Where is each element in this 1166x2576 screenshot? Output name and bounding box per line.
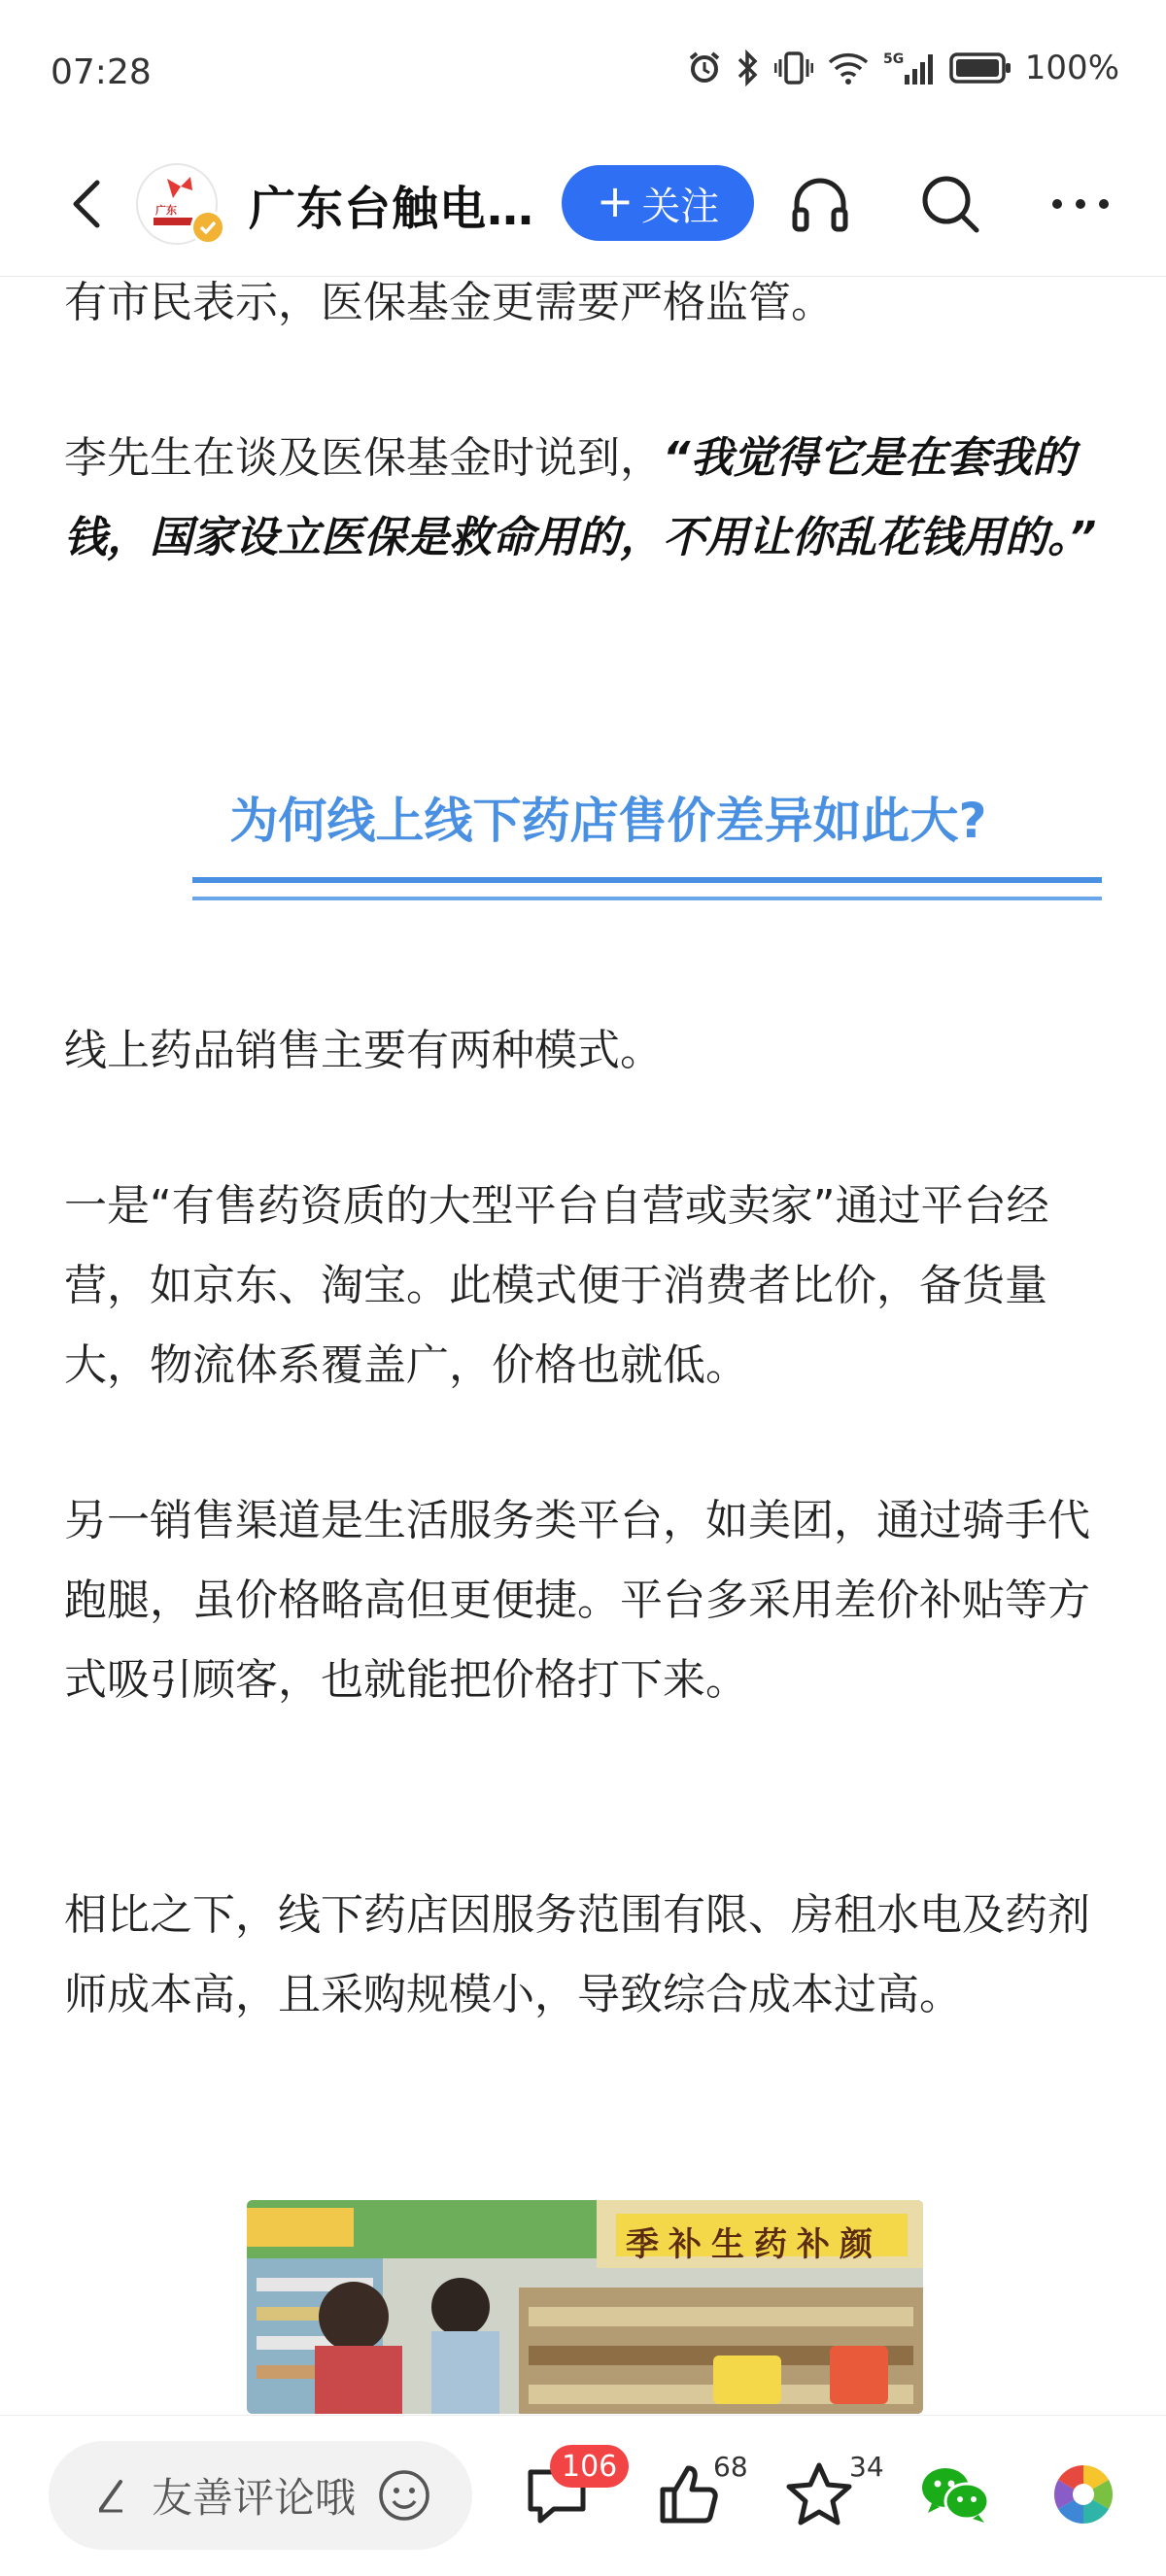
article-paragraph: 相比之下，线下药店因服务范围有限、房租水电及药剂师成本高，且采购规模小，导致综合成本过高。 — [64, 1890, 1090, 2019]
favorite-count: 34 — [849, 2451, 884, 2483]
follow-button[interactable] — [562, 165, 754, 241]
more-button[interactable] — [1044, 167, 1117, 241]
share-wechat-button[interactable] — [917, 2457, 993, 2532]
quote-text: “我觉得它是在套我的钱，国家设立医保是救命用的，不用让你乱花钱用的。” — [64, 433, 1097, 562]
channel-name[interactable]: 广东台触电… — [249, 182, 535, 236]
comment-count-badge: 106 — [550, 2445, 629, 2488]
chevron-left-icon — [60, 175, 119, 233]
comment-input[interactable] — [49, 2441, 472, 2550]
battery-percent: 100% — [1024, 49, 1119, 87]
article-paragraph: 另一销售渠道是生活服务类平台，如美团，通过骑手代跑腿，虽价格略高但更便捷。平台多采用差价补贴等方式吸引顾客，也就能把价格打下来。 — [64, 1496, 1090, 1705]
quote-lead: 李先生在谈及医保基金时说到， — [64, 433, 663, 483]
emoji-icon[interactable] — [377, 2468, 431, 2523]
wechat-icon — [918, 2462, 992, 2526]
comment-placeholder: 友善评论哦 — [152, 2474, 357, 2522]
search-button[interactable] — [913, 167, 987, 241]
follow-label: 关注 — [641, 184, 720, 229]
image-sign-text: 季补生药补颜 — [626, 2225, 882, 2264]
article-paragraph: 线上药品销售主要有两种模式。 — [64, 1026, 663, 1075]
headphones-button[interactable] — [783, 167, 857, 241]
plus-icon: + — [596, 175, 634, 227]
article-paragraph-quote — [64, 419, 1104, 578]
wifi-icon — [827, 51, 870, 85]
bluetooth-icon — [736, 50, 761, 86]
vibrate-icon — [774, 50, 813, 86]
svg-text:5G: 5G — [882, 51, 905, 67]
bottom-action-bar — [0, 2415, 1166, 2576]
article-paragraph: 一是“有售药资质的大型平台自营或卖家”通过平台经营，如京东、淘宝。此模式便于消费者比价，备货量大，物流体系覆盖广，价格也就低。 — [64, 1181, 1049, 1390]
share-moments-button[interactable] — [1046, 2457, 1121, 2532]
headphones-icon — [789, 173, 851, 235]
verified-badge-icon — [190, 210, 225, 245]
favorite-button[interactable] — [781, 2457, 857, 2532]
alarm-icon — [687, 51, 722, 85]
heading-underline-secondary — [192, 897, 1102, 900]
heading-underline — [192, 877, 1102, 883]
pen-icon — [91, 2476, 130, 2515]
thumbs-up-icon — [653, 2460, 721, 2528]
moments-icon — [1051, 2462, 1115, 2526]
search-icon — [918, 172, 982, 236]
status-time: 07:28 — [51, 52, 152, 92]
article-image[interactable] — [247, 2200, 923, 2414]
like-count: 68 — [713, 2451, 748, 2483]
signal-icon — [883, 50, 936, 86]
section-heading — [142, 782, 1075, 852]
status-icons — [687, 49, 1119, 87]
back-button[interactable] — [60, 175, 119, 233]
svg-text:广东: 广东 — [155, 204, 177, 217]
article-paragraph: 有市民表示，医保基金更需要严格监管。 — [64, 278, 834, 327]
status-bar — [0, 0, 1166, 146]
battery-icon — [949, 51, 1012, 85]
section-heading-text: 为何线上线下药店售价差异如此大? — [229, 793, 987, 849]
top-nav — [0, 146, 1166, 277]
more-icon — [1049, 194, 1112, 214]
star-icon — [784, 2459, 854, 2529]
